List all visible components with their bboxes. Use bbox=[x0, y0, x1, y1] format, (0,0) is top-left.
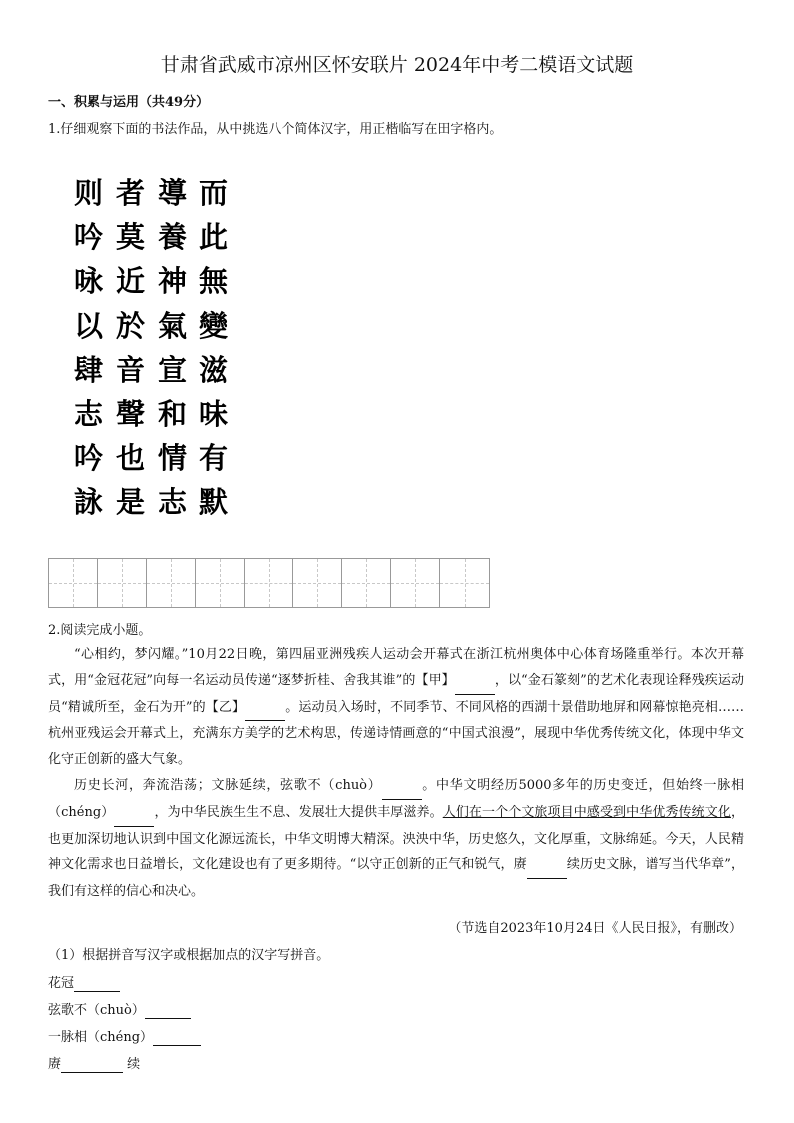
tianzige-cell[interactable] bbox=[98, 559, 147, 607]
answer-item-4 bbox=[48, 1053, 140, 1073]
item-tail: 续 bbox=[127, 1057, 141, 1072]
calligraphy-char: 聲 bbox=[116, 397, 146, 431]
tianzige-cell[interactable] bbox=[293, 559, 342, 607]
passage-paragraph-1 bbox=[48, 642, 744, 773]
calligraphy-char: 情 bbox=[158, 441, 188, 476]
passage-text: ，为中华民族生生不息、发展壮大提供丰厚滋养。 bbox=[154, 804, 443, 820]
calligraphy-char: 咏 bbox=[74, 264, 104, 299]
calligraphy-char: 於 bbox=[116, 308, 146, 343]
calligraphy-char: 無 bbox=[199, 264, 229, 299]
calligraphy-char: 吟 bbox=[74, 441, 104, 476]
source-citation: （节选自2023年10月24日《人民日报》，有删改） bbox=[448, 921, 742, 936]
calligraphy-char: 音 bbox=[116, 352, 146, 387]
tianzige-cell[interactable] bbox=[440, 559, 489, 607]
calligraphy-char: 吟 bbox=[74, 220, 104, 255]
passage-text: 续历史文脉，谱写当代华章”，我们有这样的信心和决心。 bbox=[48, 857, 744, 900]
calligraphy-char: 默 bbox=[199, 485, 229, 520]
calligraphy-char: 導 bbox=[158, 176, 188, 210]
passage-text: 。中华文明经历5000多年的历史变迁，但始终一脉相（chéng） bbox=[48, 778, 744, 820]
passage-text: 。运动员入场时，不同季节、不同风格的西湖十景借助地屏和网幕惊艳亮相……杭州亚残运会开幕式上，充满东方美学的艺术构思，传递诗情画意的“中国式浪漫”，展现中华优秀传统文化，体现中华文化守正创新的盛大气象。 bbox=[48, 699, 744, 768]
question-1-prompt: 1.仔细观察下面的书法作品，从中挑选八个简体汉字，用正楷临写在田字格内。 bbox=[48, 122, 503, 137]
calligraphy-char: 莫 bbox=[116, 220, 146, 255]
answer-item-2 bbox=[48, 999, 191, 1019]
question-2-prompt: 2.阅读完成小题。 bbox=[48, 623, 152, 638]
calligraphy-char: 此 bbox=[199, 220, 229, 255]
calligraphy-char: 则 bbox=[74, 176, 104, 210]
calligraphy-char: 者 bbox=[116, 176, 146, 210]
answer-blank[interactable] bbox=[153, 1030, 201, 1046]
item-label: 赓 bbox=[48, 1057, 62, 1072]
tianzige-cell[interactable] bbox=[391, 559, 440, 607]
answer-blank[interactable] bbox=[61, 1057, 123, 1073]
blank-cheng[interactable] bbox=[114, 800, 154, 827]
tianzige-cell[interactable] bbox=[147, 559, 196, 607]
calligraphy-char: 養 bbox=[158, 220, 188, 255]
calligraphy-char: 神 bbox=[158, 264, 188, 299]
blank-marker-yi: 【乙】 bbox=[205, 699, 246, 715]
blank-chuo[interactable] bbox=[382, 773, 422, 800]
calligraphy-char: 變 bbox=[199, 308, 229, 343]
calligraphy-char: 也 bbox=[116, 441, 146, 476]
passage-text: ，以“金石篆刻”的艺术化表现诠释残疾运动员“精诚所至，金石为开”的 bbox=[48, 672, 744, 715]
tianzige-cell[interactable] bbox=[49, 559, 98, 607]
calligraphy-char: 肆 bbox=[74, 352, 104, 387]
calligraphy-char: 味 bbox=[199, 397, 229, 431]
passage-text: 历史长河，奔流浩荡；文脉延续，弦歌不（chuò） bbox=[74, 778, 382, 793]
answer-blank[interactable] bbox=[74, 976, 120, 992]
page-title: 甘肃省武威市凉州区怀安联片 2024年中考二模语文试题 bbox=[160, 54, 634, 76]
calligraphy-char: 宣 bbox=[158, 352, 188, 387]
section-heading: 一、积累与运用（共49分） bbox=[48, 95, 210, 110]
calligraphy-char: 而 bbox=[199, 176, 229, 210]
calligraphy-char: 詠 bbox=[74, 485, 104, 520]
calligraphy-char: 近 bbox=[116, 264, 146, 299]
item-label: 弦歌不（chuò） bbox=[48, 1003, 145, 1018]
calligraphy-char: 志 bbox=[74, 397, 104, 431]
calligraphy-char: 志 bbox=[158, 485, 188, 520]
underlined-sentence: 人们在一个个文旅项目中感受到中华优秀传统文化 bbox=[442, 804, 731, 820]
tianzige-cell[interactable] bbox=[196, 559, 245, 607]
calligraphy-char: 氣 bbox=[158, 308, 188, 343]
answer-item-3 bbox=[48, 1026, 201, 1046]
calligraphy-char: 有 bbox=[199, 441, 229, 476]
blank-yi[interactable] bbox=[245, 695, 285, 722]
tianzige-grid[interactable] bbox=[48, 558, 490, 608]
calligraphy-char: 是 bbox=[116, 485, 146, 520]
passage-text: ，也更加深切地认识到中国文化源远流长，中华文明博大精深。泱泱中华，历史悠久，文化厚重，文脉绵延。今天，人民精神文化需求也日益增长，文化建设也有了更多期待。“以守正创新的正气和锐气，赓 bbox=[48, 804, 744, 873]
calligraphy-char: 滋 bbox=[199, 352, 229, 387]
blank-geng[interactable] bbox=[527, 852, 567, 879]
answer-blank[interactable] bbox=[145, 1003, 191, 1019]
answer-item-1 bbox=[48, 972, 120, 992]
passage-paragraph-2 bbox=[48, 773, 744, 905]
blank-jia[interactable] bbox=[455, 668, 495, 695]
item-label: 一脉相（chéng） bbox=[48, 1030, 154, 1045]
subquestion-1-prompt: （1）根据拼音写汉字或根据加点的汉字写拼音。 bbox=[48, 948, 330, 963]
calligraphy-char: 以 bbox=[74, 308, 104, 343]
tianzige-cell[interactable] bbox=[342, 559, 391, 607]
blank-marker-jia: 【甲】 bbox=[415, 672, 455, 688]
tianzige-cell[interactable] bbox=[245, 559, 294, 607]
passage-text: “心相约，梦闪耀。”10月22日晚，第四届亚洲残疾人运动会开幕式在浙江杭州奥体中心体育场隆重举行。本次开幕式，用“金冠花冠”向每一名运动员传递“逐梦折桂、舍我其谁”的 bbox=[48, 647, 744, 688]
calligraphy-char: 和 bbox=[158, 397, 188, 431]
item-label: 花冠 bbox=[48, 976, 75, 991]
